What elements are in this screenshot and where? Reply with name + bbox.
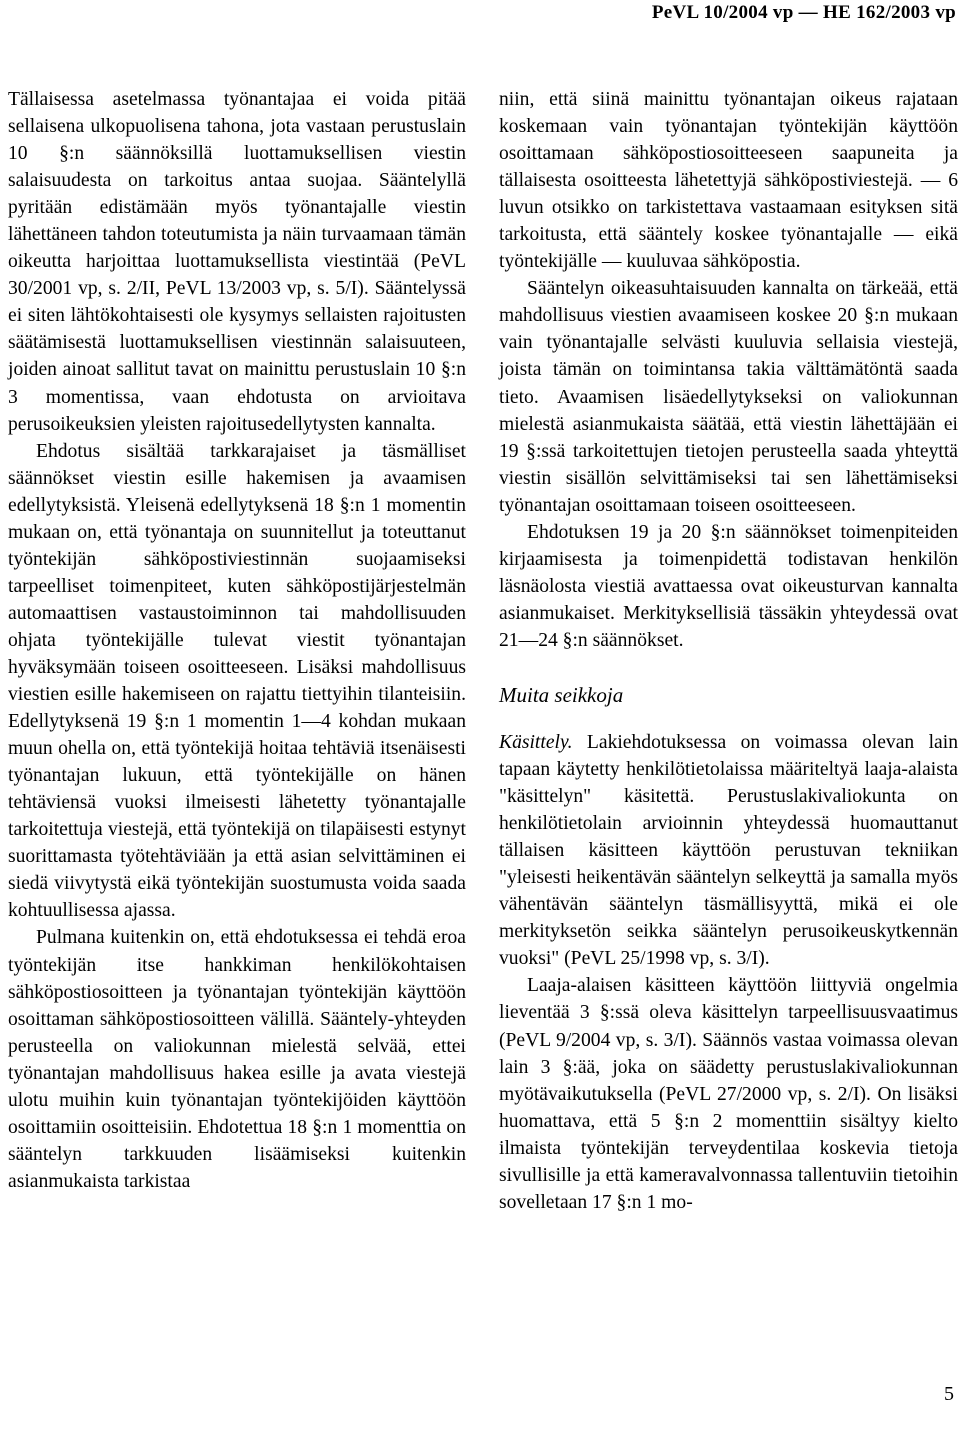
page-number: 5 — [944, 1383, 954, 1405]
right-column — [499, 86, 958, 1216]
lead-paragraph-text: Lakiehdotuksessa on voimassa olevan lain tapaan käytetty henkilötietolaissa määriteltyä laaja-alaista "käsittelyn" käsitettä. Perustuslakivaliokunta on henkilötietolain arvioinnin yhteydessä huomauttanut tällaisen käsitteen käyttöön perustuvan tekniikan "yleisesti heikentävän sääntelyn selkeyttä ja samalla myös vähentävän sääntelyn täsmällisyyttä, mikä ei ole merkityksetön seikka sääntelyn perusoikeuskytkennän vuoksi" (PeVL 25/1998 vp, s. 3/I). — [499, 731, 958, 970]
body-paragraph: Pulmana kuitenkin on, että ehdotuksessa ei tehdä eroa työntekijän itse hankkiman henkilökohtaisen sähköpostiosoitteen ja työnantajan työntekijän käyttöön osoittaman sähköpostiosoitteen välillä. Sääntely-yhteyden perusteella on valiokunnan mielestä selvää, ettei työnantajan mahdollisuus hakea esille ja avata viestejä ulotu muihin kuin työnantajan työntekijöiden käyttöön osoittamiin osoitteisiin. Ehdotettua 18 §:n 1 momenttia on sääntelyn tarkkuuden lisäämiseksi kuitenkin asianmukaista tarkistaa — [8, 927, 466, 1192]
body-paragraph: Laaja-alaisen käsitteen käyttöön liittyviä ongelmia lieventää 3 §:ssä oleva käsittelyn tarpeellisuusvaatimus (PeVL 9/2004 vp, s. 3/I). Säännös vastaa voimassa olevan lain 3 §:ää, joka on säädetty perustuslakivaliokunnan myötävaikutuksella (PeVL 27/2000 vp, s. 2/I). On lisäksi huomattava, että 5 §:n 2 momenttiin sisältyy kielto ilmaista työntekijän terveydentilaa koskevia tietoja sivullisille ja että kameravalvonnassa tallentuviin tietoihin sovelletaan 17 §:n 1 mo- — [499, 975, 958, 1213]
section-heading: Muita seikkoja — [499, 682, 624, 707]
body-paragraph: niin, että siinä mainittu työnantajan oikeus rajataan koskemaan vain työnantajan työntekijän käyttöön osoittamaan sähköpostiosoitteeseen saapuneita ja tällaisesta osoitteesta lähetettyjä sähköpostiviestejä. — 6 luvun otsikko on tarkistettava vastaamaan esityksen sitä tarkoitusta, että sääntely koskee työnantajalle — eikä työntekijälle — kuuluvaa sähköpostia. — [499, 89, 958, 273]
body-paragraph — [499, 729, 958, 972]
running-header: PeVL 10/2004 vp — HE 162/2003 vp — [651, 2, 956, 23]
body-paragraph: Sääntelyn oikeasuhtaisuuden kannalta on tärkeää, että mahdollisuus viestien avaamiseen koskee 20 §:n mukaan vain työnantajalle selvästi kuuluvia sellaisia viestejä, joista tämän on toimintansa takia välttämätöntä saada tieto. Avaamisen lisäedellytykseksi on valiokunnan mielestä asianmukaista säätää, että viestin lähettäjään ei 19 §:ssä tarkoitettujen tietojen perusteella saada yhteyttä viestin sisällön selvittämiseksi tai sen lähettämiseksi työnantajan osoittamaan toiseen osoitteeseen. — [499, 278, 958, 516]
body-paragraph: Tällaisessa asetelmassa työnantajaa ei voida pitää sellaisena ulkopuolisena tahona, jota vastaan perustuslain 10 §:n säännöksillä luottamuksellisen viestin salaisuudesta on tarkoitus antaa suojaa. Sääntelyllä pyritään edistämään myös työnantajalle viestin lähettäneen tahdon toteutumista ja näin turvaamaan tämän oikeutta harjoittaa luottamuksellista viestintää (PeVL 30/2001 vp, s. 2/II, PeVL 13/2003 vp, s. 5/I). Sääntelyssä ei siten lähtökohtaisesti ole kysymys sellaisten rajoitusten säätämisestä luottamuksellisen viestinnän salaisuuteen, joiden ainoat sallitut tavat on mainittu perustuslain 10 §:n 3 momentissa, vaan ehdotusta on arvioitava perusoikeuksien yleisten rajoitusedellytysten kannalta. — [8, 89, 466, 435]
lead-term: Käsittely. — [499, 731, 573, 753]
body-paragraph: Ehdotuksen 19 ja 20 §:n säännökset toimenpiteiden kirjaamisesta ja toimenpidettä todistavan henkilön läsnäolosta viestiä avattaessa ovat oikeusturvan kannalta asianmukaiset. Merkityksellisiä tässäkin yhteydessä ovat 21—24 §:n säännökset. — [499, 521, 958, 651]
body-paragraph: Ehdotus sisältää tarkkarajaiset ja täsmälliset säännökset viestin esille hakemisen ja avaamisen edellytyksistä. Yleisenä edellytyksenä 18 §:n 1 momentin mukaan on, että työnantaja on suunnitellut ja toteuttanut työntekijän sähköpostiviestinnän suojaamiseksi tarpeelliset toimenpiteet, kuten sähköpostijärjestelmän automaattisen vastaustoiminnon tai mahdollisuuden ohjata työntekijälle tulevat viestit työnantajan hyväksymään toiseen osoitteeseen. Lisäksi mahdollisuus viestien esille hakemiseen on rajattu tiettyihin tilanteisiin. Edellytyksenä 19 §:n 1 momentin 1—4 kohdan mukaan muun ohella on, että työntekijä hoitaa tehtäviä itsenäisesti työnantajan lukuun, että työntekijälle on hänen tehtäviensä vuoksi ilmeisesti lähetetty työnantajalle tarkoitettuja viestejä, että työntekijä on tilapäisesti estynyt suorittamasta työtehtäviään ja että asian selvittäminen ei siedä viivytystä eikä työntekijän suostumusta voida saada kohtuullisessa ajassa. — [8, 440, 466, 922]
left-column — [8, 86, 466, 1195]
